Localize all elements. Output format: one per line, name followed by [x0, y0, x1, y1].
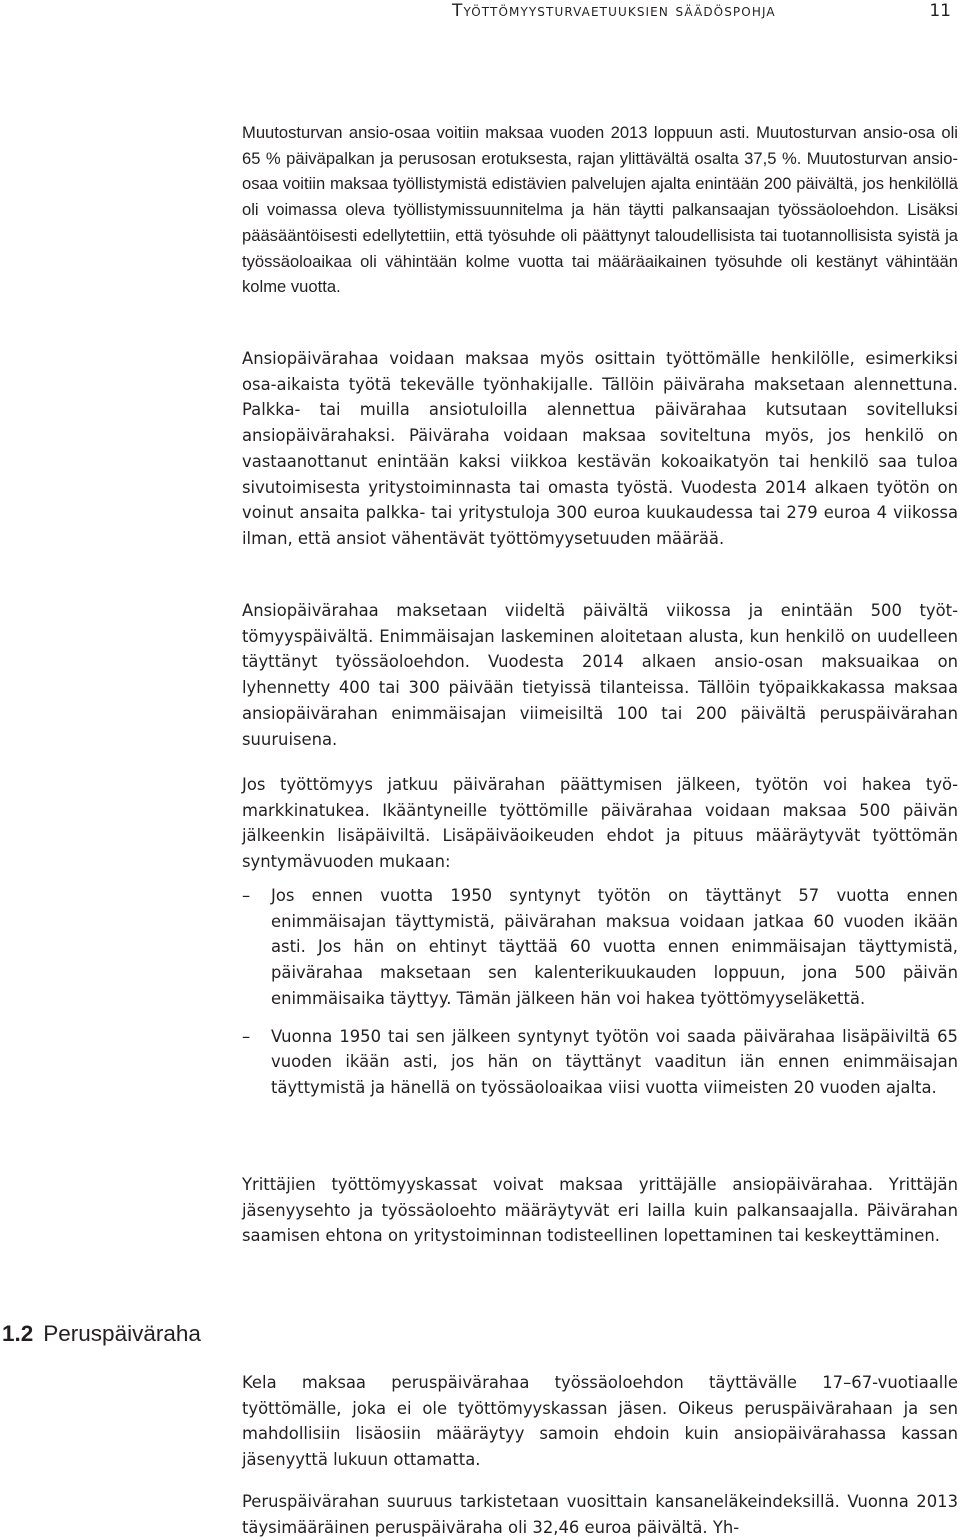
dash-bullet: – — [242, 1026, 251, 1046]
list-item-text: Vuonna 1950 tai sen jälkeen syntynyt työtön voi saada päivärahaa lisäpäiviltä 65 vuoden ikään asti, jos hän on täyttänyt vaaditun iän ennen enimmäisajan täyttymistä ja hänellä on työssäoloaikaa viisi vuotta viimeisten 20 vuoden ajalta. — [271, 1026, 958, 1097]
section-number: 1.2 — [2, 1321, 34, 1346]
page-number: 11 — [929, 1, 951, 21]
list-item — [242, 1024, 958, 1101]
dash-bullet: – — [242, 886, 251, 905]
paragraph-peruspaivaraha-suuruus: Peruspäivärahan suuruus tarkistetaan vuosittain kansaneläkeindeksillä. Vuonna 2013 täysimääräinen peruspäiväraha oli 32,46 euroa päivältä. Yh- — [242, 1492, 958, 1537]
paragraph-enimmaisaika: Ansiopäivärahaa maksetaan viideltä päivältä viikossa ja enintään 500 työttömyyspäivältä. Enimmäisajan laskeminen aloitetaan alusta, kun henkilö on uudelleen täyttänyt työssäoloehdon. Vuodesta 2014 alkaen ansio-osan maksuaikaa on lyhennetty 400 tai 300 päivään tietyissä tilanteissa. Tällöin työpaikkakassa maksaa ansiopäivärahan enimmäisajan viimeisiltä 100 tai 200 päivältä peruspäivärahan suuruisena. — [242, 601, 958, 749]
paragraph-yrittajat: Yrittäjien työttömyyskassat voivat maksaa yrittäjälle ansiopäivärahaa. Yrittäjän jäsenyysehto ja työssäoloehto määräytyvät eri lailla kuin palkansaajalla. Päivärahan saamisen ehtona on yritystoiminnan todisteellinen lopettaminen tai keskeyttäminen. — [242, 1175, 958, 1246]
list-item-text: Jos ennen vuotta 1950 syntynyt työtön on täyttänyt 57 vuotta ennen enimmäisajan täyttymistä, päivärahan maksua voidaan jatkaa 60 vuoden ikään asti. Jos hän on ehtinyt täyttää 60 vuotta ennen enimmäisajan täyttymistä, päivärahaa maksetaan sen kalenterikuukauden loppuun, jona 500 päivän enimmäisaika täyttyy. Tämän jälkeen hän voi hakea työttömyyseläkettä. — [271, 886, 958, 1008]
running-header-title: Työttömyysturvaetuuksien säädöspohja — [452, 1, 776, 21]
paragraph-peruspaivaraha-intro: Kela maksaa peruspäivärahaa työssäoloehdon täyttävälle 17–67-vuotiaalle työttömälle, joka ei ole työttömyyskassan jäsen. Oikeus peruspäivärahaan ja sen mahdollisiin lisäosiin määräytyy samoin ehdoin kuin ansiopäivärahassa kassan jäsenyyttä lukuun ottamatta. — [242, 1373, 958, 1470]
paragraph-soviteltu-paivaraha: Ansiopäivärahaa voidaan maksaa myös osittain työttömälle henkilölle, esimerkiksi osa-aikaista työtä tekevälle työnhakijalle. Tällöin päiväraha maksetaan alennettuna. Palkka- tai muilla ansiotuloilla alennettua päivärahaa kutsutaan sovitelluksi ansiopäivärahaksi. Päiväraha voidaan maksaa soviteltuna myös, jos henkilö on vastaanottanut enintään kaksi viikkoa kestävän kokoaikatyön tai henkilö saa tuloa sivutoimisesta yritystoiminnasta tai omasta työstä. Vuodesta 2014 alkaen työtön on voinut ansaita palkka- tai yritystuloja 300 euroa kuukaudessa tai 279 euroa 4 viikossa ilman, että ansiot vähentävät työttömyysetuuden määrää. — [242, 349, 958, 548]
list-item — [242, 883, 958, 1012]
running-header — [0, 0, 960, 30]
paragraph-muutosturva: Muutosturvan ansio-osaa voitiin maksaa vuoden 2013 loppuun asti. Muutosturvan ansio-osa oli 65 % päiväpalkan ja perusosan erotuksesta, rajan ylittävältä osalta 37,5 %. Muutosturvan ansio-osaa voitiin maksaa työllistymistä edistävien palvelujen ajalta enintään 200 päivältä, jos henkilöllä oli voimassa oleva työllistymissuunnitelma ja hän täytti palkansaajan työssäoloehdon. Lisäksi pääsääntöisesti edellytettiin, että työsuhde oli päättynyt taloudellisista tai tuotannollisista syistä ja työssäoloaikaa oli vähintään kolme vuotta tai määräaikainen työsuhde oli kestänyt vähintään kolme vuotta. — [242, 123, 958, 297]
section-title: Peruspäiväraha — [43, 1321, 201, 1346]
lisapaiva-conditions-list — [242, 883, 958, 1113]
section-heading — [2, 1320, 201, 1348]
paragraph-lisapaivat: Jos työttömyys jatkuu päivärahan päättymisen jälkeen, työtön voi hakea työmarkkinatukea. Ikääntyneille työttömille päivärahaa voidaan maksaa 500 päivän jälkeenkin lisäpäiviltä. Lisäpäiväoikeuden ehdot ja pituus määräytyvät työttömän syntymävuoden mukaan: — [242, 775, 958, 872]
